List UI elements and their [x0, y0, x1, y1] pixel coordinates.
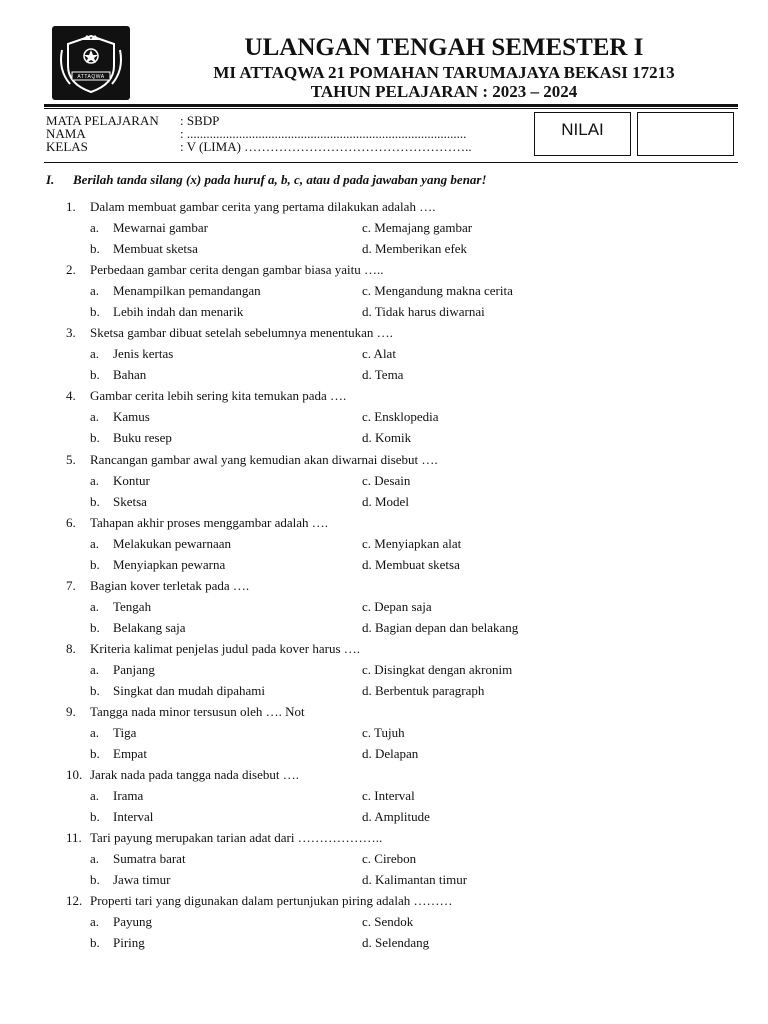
school-name: MI ATTAQWA 21 POMAHAN TARUMAJAYA BEKASI 17213 [213, 63, 675, 82]
option-10c[interactable]: c. Interval [362, 788, 415, 803]
question-9: 9. Tangga nada minor tersusun oleh …. Not [66, 704, 305, 719]
question-10: 10. Jarak nada pada tangga nada disebut …. [66, 767, 300, 782]
logo-text: ATTAQWA [77, 74, 105, 80]
option-1c[interactable]: c. Memajang gambar [362, 220, 473, 235]
section-instruction [46, 172, 487, 188]
option-2c[interactable]: c. Mengandung makna cerita [362, 283, 513, 298]
option-4b[interactable]: b. Buku resep [90, 430, 172, 445]
school-crest-icon [52, 26, 130, 100]
option-11a[interactable]: a. Sumatra barat [90, 851, 186, 866]
option-4d[interactable]: d. Komik [362, 430, 412, 445]
score-label-box [534, 112, 631, 156]
question-11: 11. Tari payung merupakan tarian adat dari ……………….. [66, 830, 383, 845]
option-6d[interactable]: d. Membuat sketsa [362, 557, 460, 572]
option-11b[interactable]: b. Jawa timur [90, 872, 171, 887]
option-10a[interactable]: a. Irama [90, 788, 144, 803]
question-8: 8. Kriteria kalimat penjelas judul pada kover harus …. [66, 641, 361, 656]
option-12b[interactable]: b. Piring [90, 935, 145, 950]
option-2b[interactable]: b. Lebih indah dan menarik [90, 304, 244, 319]
option-9c[interactable]: c. Tujuh [362, 725, 405, 740]
question-2: 2. Perbedaan gambar cerita dengan gambar biasa yaitu ….. [66, 262, 384, 277]
option-7a[interactable]: a. Tengah [90, 599, 152, 614]
option-5a[interactable]: a. Kontur [90, 473, 150, 488]
option-6c[interactable]: c. Menyiapkan alat [362, 536, 462, 551]
header-divider-thick [44, 104, 738, 107]
option-2a[interactable]: a. Menampilkan pemandangan [90, 283, 261, 298]
class-label: KELAS [46, 139, 88, 154]
question-4: 4. Gambar cerita lebih sering kita temukan pada …. [66, 388, 347, 403]
section-number: I. [46, 172, 55, 187]
option-3a[interactable]: a. Jenis kertas [90, 346, 174, 361]
name-label: NAMA [46, 126, 86, 141]
option-12d[interactable]: d. Selendang [362, 935, 430, 950]
option-5d[interactable]: d. Model [362, 494, 409, 509]
question-5: 5. Rancangan gambar awal yang kemudian akan diwarnai disebut …. [66, 452, 438, 467]
option-3c[interactable]: c. Alat [362, 346, 396, 361]
option-7d[interactable]: d. Bagian depan dan belakang [362, 620, 519, 635]
score-input-box[interactable] [637, 112, 734, 156]
option-11d[interactable]: d. Kalimantan timur [362, 872, 468, 887]
info-divider [44, 162, 738, 163]
name-field[interactable]: : ...................................................................................... [180, 126, 467, 141]
option-12a[interactable]: a. Payung [90, 914, 152, 929]
question-3: 3. Sketsa gambar dibuat setelah sebelumnya menentukan …. [66, 325, 393, 340]
option-4c[interactable]: c. Ensklopedia [362, 409, 439, 424]
question-7: 7. Bagian kover terletak pada …. [66, 578, 250, 593]
subject-label: MATA PELAJARAN [46, 113, 159, 128]
option-8c[interactable]: c. Disingkat dengan akronim [362, 662, 513, 677]
option-11c[interactable]: c. Cirebon [362, 851, 417, 866]
option-1d[interactable]: d. Memberikan efek [362, 241, 468, 256]
option-8b[interactable]: b. Singkat dan mudah dipahami [90, 683, 266, 698]
instruction-text: Berilah tanda silang (x) pada huruf a, b, c, atau d pada jawaban yang benar! [73, 172, 487, 187]
option-9a[interactable]: a. Tiga [90, 725, 137, 740]
exam-title: ULANGAN TENGAH SEMESTER I [244, 34, 644, 61]
option-10b[interactable]: b. Interval [90, 809, 154, 824]
option-3b[interactable]: b. Bahan [90, 367, 147, 382]
option-7b[interactable]: b. Belakang saja [90, 620, 186, 635]
option-4a[interactable]: a. Kamus [90, 409, 150, 424]
score-label: NILAI [561, 120, 604, 139]
option-8a[interactable]: a. Panjang [90, 662, 155, 677]
header-divider-thin [44, 108, 738, 109]
option-1a[interactable]: a. Mewarnai gambar [90, 220, 208, 235]
class-field[interactable]: : V (LIMA) …………………………………………….. [180, 139, 472, 154]
question-12: 12. Properti tari yang digunakan dalam pertunjukan piring adalah ……… [66, 893, 453, 908]
option-1b[interactable]: b. Membuat sketsa [90, 241, 198, 256]
school-year: TAHUN PELAJARAN : 2023 – 2024 [310, 82, 578, 101]
option-3d[interactable]: d. Tema [362, 367, 404, 382]
option-12c[interactable]: c. Sendok [362, 914, 414, 929]
option-9b[interactable]: b. Empat [90, 746, 147, 761]
option-6a[interactable]: a. Melakukan pewarnaan [90, 536, 232, 551]
question-1: 1. Dalam membuat gambar cerita yang pertama dilakukan adalah …. [66, 199, 436, 214]
option-5c[interactable]: c. Desain [362, 473, 411, 488]
option-7c[interactable]: c. Depan saja [362, 599, 432, 614]
option-8d[interactable]: d. Berbentuk paragraph [362, 683, 485, 698]
subject-value: : SBDP [180, 113, 220, 128]
school-logo [52, 26, 130, 100]
option-2d[interactable]: d. Tidak harus diwarnai [362, 304, 485, 319]
option-9d[interactable]: d. Delapan [362, 746, 419, 761]
option-10d[interactable]: d. Amplitude [362, 809, 430, 824]
option-5b[interactable]: b. Sketsa [90, 494, 147, 509]
option-6b[interactable]: b. Menyiapkan pewarna [90, 557, 226, 572]
question-6: 6. Tahapan akhir proses menggambar adalah …. [66, 515, 329, 530]
